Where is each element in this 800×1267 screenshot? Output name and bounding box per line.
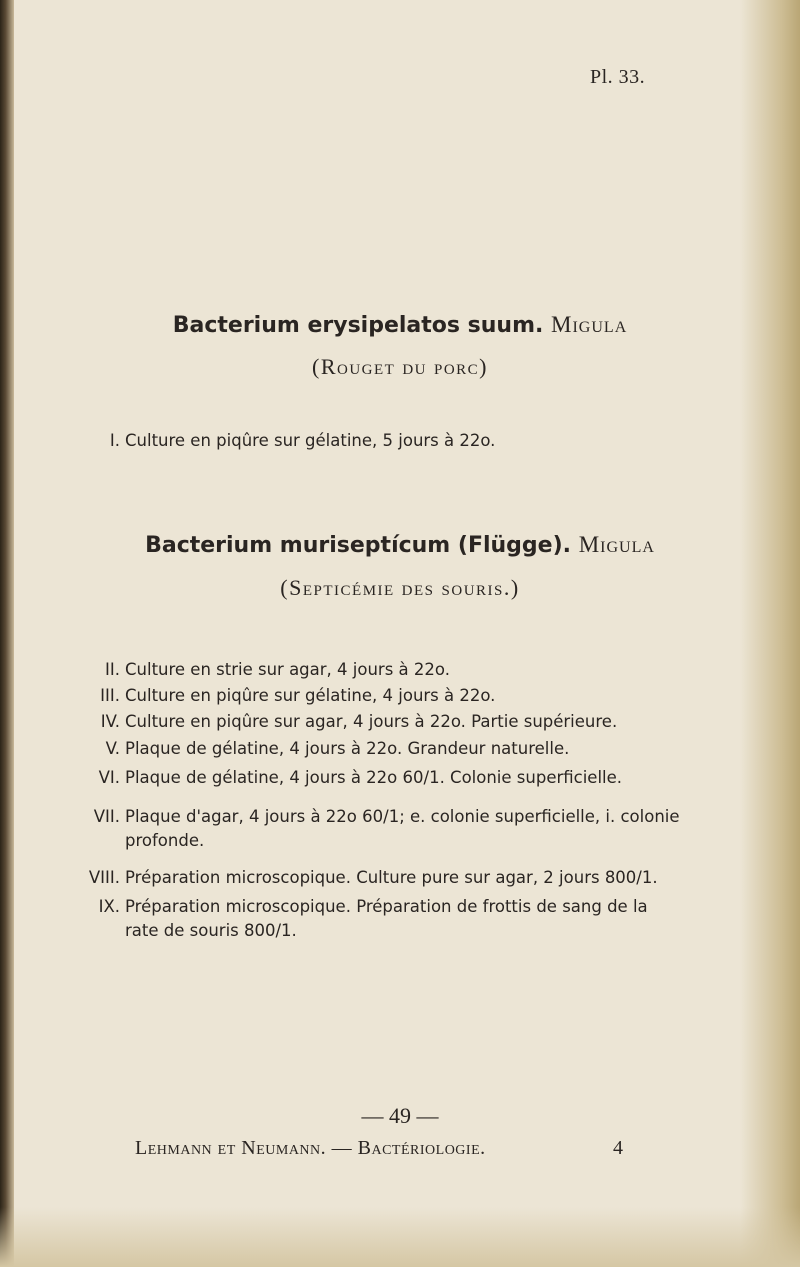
figure-text: Culture en piqûre sur gélatine, 4 jours à 22o. [125,686,496,705]
species-name: Bacterium muriseptícum (Flügge). [145,533,572,558]
figure-caption [60,684,680,708]
common-name: (Septicémie des souris.) [280,575,520,600]
figure-caption [60,710,680,734]
figure-text: Préparation microscopique. Préparation de frottis de sang de la rate de souris 800/1. [125,897,648,940]
figure-caption [60,805,680,853]
signature-mark: 4 [613,1137,623,1159]
figure-number: II. [105,660,120,679]
figure-text: Culture en piqûre sur gélatine, 5 jours à 22o. [125,431,496,450]
page-number: — 49 — [361,1103,439,1128]
figure-caption [60,429,680,453]
figure-caption [60,895,680,943]
figure-text: Préparation microscopique. Culture pure sur agar, 2 jours 800/1. [125,868,658,887]
species-author: Migula [578,532,655,557]
page-edge-shadow [0,0,14,1267]
figure-number: IX. [98,897,120,916]
figure-caption [60,866,680,890]
figure-number: IV. [100,712,120,731]
figure-caption [60,658,680,682]
figure-text: Plaque de gélatine, 4 jours à 22o. Grandeur naturelle. [125,739,570,758]
figure-caption [60,766,680,790]
species-name: Bacterium erysipelatos suum. [172,313,544,338]
section-title [0,312,800,338]
figure-number: III. [100,686,120,705]
figure-text: Plaque d'agar, 4 jours à 22o 60/1; e. colonie superficielle, i. colonie profonde. [125,807,680,850]
section-title [0,532,800,558]
figure-caption [60,737,680,761]
species-author: Migula [551,312,628,337]
figure-text: Plaque de gélatine, 4 jours à 22o 60/1. Colonie superficielle. [125,768,623,787]
figure-number: VI. [98,768,120,787]
figure-text: Culture en strie sur agar, 4 jours à 22o. [125,660,450,679]
plate-number: Pl. 33. [590,66,646,88]
figure-number: VII. [93,807,120,826]
figure-number: I. [109,431,120,450]
figure-number: VIII. [88,868,120,887]
publisher-line: Lehmann et Neumann. — Bactériologie. [135,1137,486,1159]
common-name: (Rouget du porc) [312,354,488,379]
page-edge-stain [740,0,800,1267]
figure-text: Culture en piqûre sur agar, 4 jours à 22o. Partie supérieure. [125,712,618,731]
figure-number: V. [105,739,120,758]
page-bottom-stain [0,1207,800,1267]
